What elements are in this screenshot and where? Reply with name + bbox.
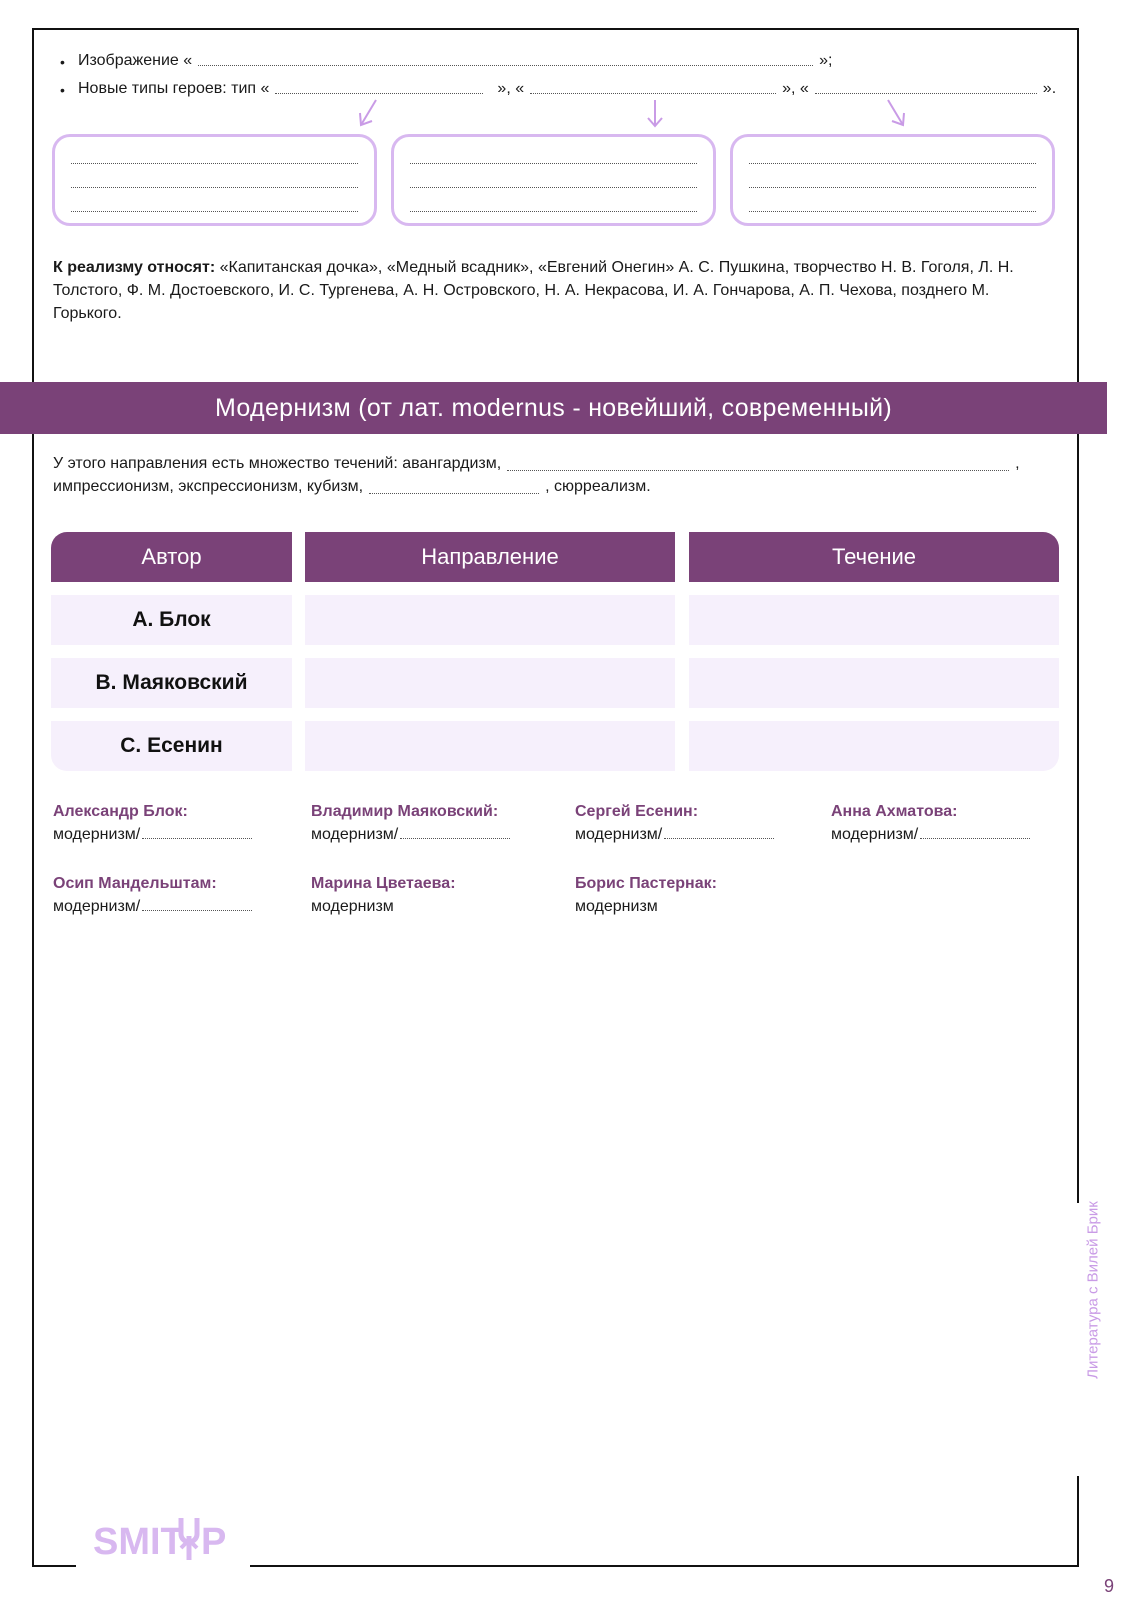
side-caption: Литература с Вилей Брик — [1084, 1201, 1102, 1379]
smitup-logo — [93, 1512, 243, 1562]
poet-direction: модернизм/ — [575, 826, 663, 843]
poet-tsvetaeva — [311, 872, 456, 918]
poet-mayakovsky — [311, 800, 510, 846]
bullet-dot: • — [60, 82, 65, 98]
fill-blank-hero-2[interactable] — [530, 92, 776, 94]
frame-right — [1077, 1476, 1079, 1567]
image-end: »; — [819, 52, 833, 69]
svg-text:SMIT: SMIT — [93, 1521, 184, 1562]
fill-blank-hero-3[interactable] — [815, 92, 1037, 94]
frame-top — [32, 28, 1079, 30]
bullet-dot: • — [60, 54, 65, 70]
fill-blank-hero-1[interactable] — [275, 92, 483, 94]
arrow-down-icon — [645, 98, 665, 130]
poet-direction: модернизм/ — [311, 826, 399, 843]
fill-blank-current-2[interactable] — [369, 492, 539, 494]
poet-esenin — [575, 800, 774, 846]
fill-blank-poet[interactable] — [142, 837, 252, 839]
frame-right — [1077, 28, 1079, 382]
table-cell-direction[interactable] — [305, 721, 675, 771]
frame-left — [32, 28, 34, 1567]
currents-comma: , — [1015, 455, 1020, 472]
table-header-current — [689, 532, 1059, 582]
header-label: Автор — [141, 544, 202, 569]
poet-name: Осип Мандельштам: — [53, 875, 217, 892]
poet-direction: модернизм/ — [831, 826, 919, 843]
image-label: Изображение « — [78, 52, 193, 69]
poet-mandelshtam — [53, 872, 252, 918]
poet-name: Владимир Маяковский: — [311, 803, 499, 820]
answer-box-1[interactable] — [52, 134, 377, 226]
section-banner — [0, 382, 1107, 434]
poet-akhmatova — [831, 800, 1030, 846]
realism-text: «Капитанская дочка», «Медный всадник», «Евгений Онегин» А. С. Пушкина, творчество Н. В. Гоголя, Л. Н. Толстого, Ф. М. Достоевского, И. С. Тургенева, А. Н. Островского, Н. А. Некрасова, И. А. Гончарова, А. П. Чехова, позднего М. Горького. — [53, 259, 1014, 322]
answer-box-3[interactable] — [730, 134, 1055, 226]
fill-blank-poet[interactable] — [142, 909, 252, 911]
frame-right — [1077, 434, 1079, 1203]
poet-direction: модернизм/ — [53, 898, 141, 915]
currents-part-1: У этого направления есть множество течений: авангардизм, — [53, 455, 502, 472]
heroes-end: ». — [1042, 80, 1057, 97]
poet-direction: модернизм — [311, 898, 394, 915]
poet-name: Анна Ахматова: — [831, 803, 958, 820]
bullet-heroes — [60, 80, 1056, 98]
table-cell-direction[interactable] — [305, 595, 675, 645]
heroes-sep-1: », « — [497, 80, 525, 97]
poet-name: Борис Пастернак: — [575, 875, 717, 892]
table-cell-author — [51, 721, 292, 771]
svg-text:P: P — [201, 1521, 227, 1562]
poet-direction: модернизм — [575, 898, 658, 915]
table-cell-current[interactable] — [689, 595, 1059, 645]
poet-name: Сергей Есенин: — [575, 803, 699, 820]
fill-blank-poet[interactable] — [664, 837, 774, 839]
header-label: Направление — [421, 544, 559, 569]
header-label: Течение — [831, 544, 917, 569]
poet-name: Марина Цветаева: — [311, 875, 456, 892]
table-cell-author — [51, 658, 292, 708]
fill-blank-poet[interactable] — [920, 837, 1030, 839]
currents-part-3: , сюрреализм. — [545, 478, 651, 495]
bullet-image — [60, 52, 832, 70]
poet-pasternak — [575, 872, 717, 918]
banner-title: Модернизм (от лат. modernus - новейший, современный) — [215, 393, 892, 422]
fill-blank-current-1[interactable] — [507, 469, 1009, 471]
arrow-down-left-icon — [356, 98, 380, 130]
poet-direction: модернизм/ — [53, 826, 141, 843]
poet-name: Александр Блок: — [53, 803, 188, 820]
table-header-author — [51, 532, 292, 582]
author-name: С. Есенин — [120, 734, 223, 757]
page-number: 9 — [1104, 1576, 1115, 1596]
frame-bottom — [250, 1565, 1079, 1567]
table-cell-current[interactable] — [689, 658, 1059, 708]
fill-blank-poet[interactable] — [400, 837, 510, 839]
currents-paragraph — [53, 452, 1063, 498]
arrow-down-right-icon — [884, 98, 908, 130]
table-cell-direction[interactable] — [305, 658, 675, 708]
table-cell-author — [51, 595, 292, 645]
table-header-direction — [305, 532, 675, 582]
poet-blok — [53, 800, 252, 846]
table-cell-current[interactable] — [689, 721, 1059, 771]
fill-blank-image[interactable] — [198, 64, 813, 66]
heroes-label: Новые типы героев: тип « — [78, 80, 270, 97]
heroes-sep-2: », « — [782, 80, 809, 97]
author-name: В. Маяковский — [95, 671, 248, 694]
realism-paragraph — [53, 256, 1053, 325]
answer-box-2[interactable] — [391, 134, 716, 226]
realism-lead: К реализму относят: — [53, 259, 216, 276]
frame-bottom — [32, 1565, 76, 1567]
author-name: А. Блок — [132, 608, 211, 631]
currents-part-2: импрессионизм, экспрессионизм, кубизм, — [53, 478, 364, 495]
